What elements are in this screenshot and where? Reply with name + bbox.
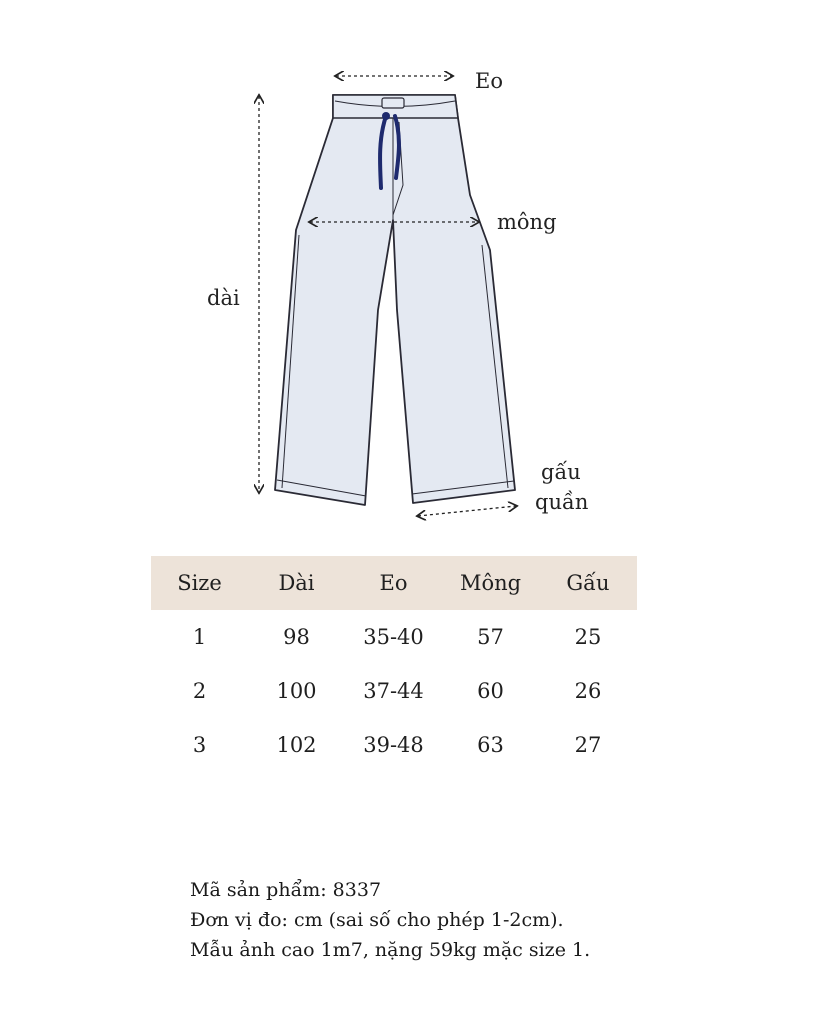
- cell-hip: 63: [477, 733, 504, 757]
- cell-hem: 27: [574, 733, 602, 757]
- cell-waist: 35-40: [363, 625, 424, 649]
- cell-hip: 60: [477, 679, 504, 703]
- product-notes: [190, 875, 590, 965]
- pants-body: [275, 95, 515, 505]
- table-row: [151, 664, 637, 718]
- size-chart-table: [151, 556, 637, 772]
- cell-waist: 39-48: [363, 733, 424, 757]
- table-row: [151, 610, 637, 664]
- product-code-text: Mã sản phẩm: 8337: [190, 879, 382, 901]
- cell-size: 2: [192, 679, 207, 703]
- table-row: [151, 718, 637, 772]
- hip-label: mông: [497, 210, 557, 234]
- cell-hem: 26: [574, 679, 602, 703]
- cell-waist: 37-44: [363, 679, 424, 703]
- cell-length: 100: [276, 679, 317, 703]
- table-header-row: [151, 556, 637, 610]
- length-label: dài: [207, 286, 240, 310]
- cell-size: 1: [192, 625, 207, 649]
- model-info-text: Mẫu ảnh cao 1m7, nặng 59kg mặc size 1.: [190, 939, 591, 961]
- cell-hip: 57: [477, 625, 504, 649]
- header-waist: Eo: [345, 556, 442, 610]
- header-length: Dài: [248, 556, 345, 610]
- belt-loop: [382, 98, 404, 108]
- header-size: Size: [151, 556, 248, 610]
- hem-label-line1: gấu: [541, 460, 581, 484]
- hem-label-line2: quần: [535, 490, 589, 514]
- cell-size: 3: [192, 733, 207, 757]
- cell-hem: 25: [574, 625, 602, 649]
- hem-measure-arrow: [418, 506, 516, 516]
- waist-label: Eo: [475, 69, 503, 93]
- header-hip: Mông: [442, 556, 539, 610]
- unit-text: Đơn vị đo: cm (sai số cho phép 1-2cm).: [190, 909, 564, 931]
- cell-length: 102: [276, 733, 317, 757]
- header-hem: Gấu: [539, 556, 637, 610]
- cell-length: 98: [283, 625, 310, 649]
